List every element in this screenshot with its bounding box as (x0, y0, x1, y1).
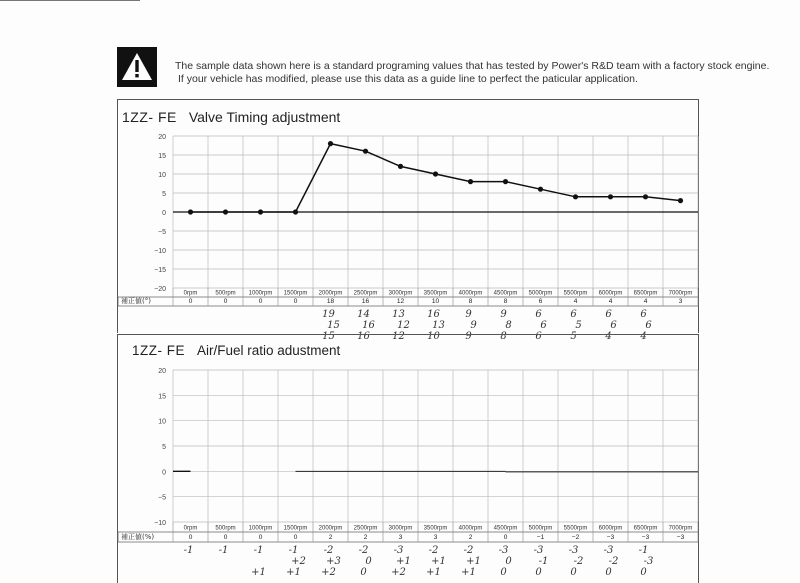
chart2-handwritten-note: -2 (358, 545, 369, 556)
chart2-handwritten-note: -2 (608, 556, 619, 567)
chart2-category-label: 5500rpm (563, 525, 588, 532)
chart1-handwritten-note: 16 (427, 309, 440, 320)
chart1-data-point (503, 179, 508, 184)
notice-text (175, 60, 769, 86)
valve-timing-panel (117, 99, 699, 342)
chart2-ytick-label: 0 (162, 469, 166, 477)
chart2-handwritten-note: -2 (323, 545, 334, 556)
chart1-handwritten-note: 6 (535, 309, 542, 320)
chart2-handwritten-note: +1 (396, 556, 411, 567)
chart1-handwritten-note: 16 (357, 331, 370, 342)
chart1-handwritten-note: 9 (500, 309, 507, 320)
chart2-ytick-label: 10 (158, 418, 166, 426)
chart2-category-label: 500rpm (215, 525, 236, 532)
chart2-value-label: 2 (468, 534, 473, 541)
chart1-category-label: 4500rpm (493, 290, 518, 297)
chart1-data-point (293, 209, 298, 214)
chart1-data-point (223, 209, 228, 214)
chart2-handwritten-note: 0 (365, 556, 372, 567)
chart1-category-label: 6500rpm (633, 290, 658, 297)
warning-icon (117, 47, 157, 87)
chart2-handwritten-note: 0 (360, 567, 367, 578)
chart1-ytick-label: 0 (162, 210, 166, 217)
chart1-handwritten-note: 6 (540, 320, 547, 331)
chart2-value-label: 0 (188, 534, 193, 541)
chart2-handwritten-note: -1 (218, 545, 229, 556)
chart2-handwritten-note: 0 (535, 567, 542, 578)
chart1-data-point (188, 209, 193, 214)
air-fuel-panel (117, 334, 699, 583)
chart1-data-point (573, 194, 578, 199)
chart2-handwritten-note: -1 (638, 545, 649, 556)
chart2-category-label: 4000rpm (458, 525, 483, 532)
chart1-value-label: 12 (396, 298, 405, 305)
chart2-value-label: 0 (258, 534, 263, 541)
chart2-value-label: −3 (641, 534, 650, 541)
chart2-value-label: 0 (223, 534, 228, 541)
chart1-category-label: 0rpm (183, 290, 198, 297)
chart2-category-label: 7000rpm (668, 525, 693, 532)
chart2-category-label: 3000rpm (388, 525, 413, 532)
chart1-handwritten-note: 8 (505, 320, 512, 331)
chart2-handwritten-note: -3 (533, 545, 544, 556)
chart2-value-label: 3 (433, 534, 438, 541)
chart1-category-label: 3000rpm (388, 290, 413, 297)
chart2-name: Air/Fuel ratio adustment (197, 343, 341, 358)
chart2-handwritten-note: -3 (568, 545, 579, 556)
chart2-handwritten-note: +1 (251, 567, 266, 578)
chart2-model: 1ZZ- FE (132, 343, 185, 358)
chart2-handwritten-note: -3 (393, 545, 404, 556)
chart1-value-label: 0 (188, 298, 193, 305)
chart1-handwritten-note: 5 (570, 331, 577, 342)
chart1-value-label: 3 (678, 298, 683, 305)
chart2-handwritten-note: -1 (183, 545, 194, 556)
chart1-value-label: 4 (643, 298, 648, 305)
chart2-category-label: 2000rpm (318, 525, 343, 532)
chart1-data-point (398, 164, 403, 169)
chart1-row-label: 補正値(°) (121, 297, 151, 305)
chart2-handwritten-note: -2 (463, 545, 474, 556)
chart1-value-label: 8 (468, 298, 473, 305)
chart1-ytick-label: −10 (154, 248, 166, 255)
chart2-category-label: 0rpm (183, 525, 198, 532)
chart2-value-label: −1 (536, 534, 545, 541)
chart1-data-point (433, 171, 438, 176)
chart1-category-label: 500rpm (215, 290, 236, 297)
chart1-data-point (608, 194, 613, 199)
chart1-handwritten-note: 8 (500, 331, 507, 342)
chart1-handwritten-note: 6 (645, 320, 652, 331)
chart1-value-label: 16 (361, 298, 370, 305)
chart2-value-label: 0 (503, 534, 508, 541)
chart1-handwritten-note: 9 (465, 331, 472, 342)
chart1-data-point (538, 187, 543, 192)
chart1-handwritten-note: 19 (322, 309, 335, 320)
chart2-ytick-label: 5 (162, 444, 166, 451)
chart2-category-label: 4500rpm (493, 525, 518, 532)
chart1-handwritten-note: 9 (465, 309, 472, 320)
chart2-handwritten-note: +1 (431, 556, 446, 567)
chart2-value-label: 0 (293, 534, 298, 541)
chart1-category-label: 5000rpm (528, 290, 553, 297)
chart1-ytick-label: 20 (158, 134, 166, 141)
chart2-value-label: −3 (606, 534, 615, 541)
chart2-category-label: 3500rpm (423, 525, 448, 532)
chart2-ytick-label: 15 (158, 393, 166, 401)
chart1-model: 1ZZ- FE (122, 109, 177, 125)
chart1-ytick-label: 5 (162, 191, 166, 198)
chart1-ytick-label: 10 (158, 172, 166, 179)
chart2-handwritten-note: 0 (605, 567, 612, 578)
chart1-category-label: 4000rpm (458, 290, 483, 297)
chart1-name: Valve Timing adjustment (188, 109, 341, 125)
chart2-value-label: 2 (363, 534, 368, 541)
air-fuel-chart (118, 335, 698, 583)
chart1-handwritten-note: 6 (570, 309, 577, 320)
chart1-category-label: 7000rpm (668, 290, 693, 297)
chart1-category-label: 2000rpm (318, 290, 343, 297)
chart1-value-label: 18 (326, 298, 335, 305)
chart2-category-label: 1000rpm (248, 525, 273, 532)
valve-timing-chart (118, 100, 698, 342)
chart1-handwritten-note: 4 (605, 331, 612, 342)
chart1-category-label: 5500rpm (563, 290, 588, 297)
chart1-handwritten-note: 15 (327, 320, 340, 331)
chart1-value-label: 8 (503, 298, 508, 305)
chart2-row-label: 補正値(%) (121, 533, 155, 541)
chart1-handwritten-note: 6 (640, 309, 647, 320)
chart2-category-label: 6500rpm (633, 525, 658, 532)
chart2-handwritten-note: -1 (253, 545, 264, 556)
chart1-handwritten-note: 13 (392, 309, 405, 320)
chart1-category-label: 2500rpm (353, 290, 378, 297)
chart1-ytick-label: −15 (154, 267, 166, 274)
chart1-value-label: 0 (223, 298, 228, 305)
chart1-value-label: 0 (293, 298, 298, 305)
chart1-data-point (328, 141, 333, 146)
chart2-handwritten-note: 0 (505, 556, 512, 567)
chart2-category-label: 1500rpm (283, 525, 308, 532)
chart1-category-label: 1500rpm (283, 290, 308, 297)
chart2-handwritten-note: -1 (538, 556, 549, 567)
chart2-handwritten-note: +1 (286, 567, 301, 578)
chart1-ytick-label: 15 (158, 153, 166, 160)
chart1-data-point (363, 149, 368, 154)
chart2-handwritten-note: 0 (570, 567, 577, 578)
chart2-value-label: 2 (328, 534, 333, 541)
chart2-handwritten-note: -3 (643, 556, 654, 567)
chart2-handwritten-note: +2 (391, 567, 406, 578)
notice-line-2: If your vehicle has modified, please use this data as a guide line to perfect the paticular application. (178, 73, 638, 85)
chart1-handwritten-note: 6 (535, 331, 542, 342)
chart1-category-label: 1000rpm (248, 290, 273, 297)
scan-edge-line (0, 0, 140, 1)
chart1-handwritten-note: 15 (322, 331, 335, 342)
chart1-category-label: 3500rpm (423, 290, 448, 297)
chart2-handwritten-note: -3 (498, 545, 509, 556)
chart2-handwritten-note: -2 (428, 545, 439, 556)
chart1-handwritten-note: 9 (470, 320, 477, 331)
chart1-handwritten-note: 12 (397, 320, 410, 331)
chart2-value-label: 3 (398, 534, 403, 541)
chart2-handwritten-note: -3 (603, 545, 614, 556)
chart2-ytick-label: −5 (158, 494, 166, 502)
chart2-handwritten-note: +1 (461, 567, 476, 578)
chart2-handwritten-note: -2 (573, 556, 584, 567)
chart2-category-label: 5000rpm (528, 525, 553, 532)
chart1-data-point (643, 194, 648, 199)
chart2-handwritten-note: +1 (426, 567, 441, 578)
chart1-handwritten-note: 5 (575, 320, 582, 331)
chart1-value-label: 0 (258, 298, 263, 305)
chart1-value-label: 10 (431, 298, 440, 305)
chart1-category-label: 6000rpm (598, 290, 623, 297)
chart1-handwritten-note: 6 (610, 320, 617, 331)
chart2-value-label: −2 (571, 534, 580, 541)
notice-line-1: The sample data shown here is a standard programing values that has tested by Power's R&D team with a factory stock engine. (175, 60, 770, 72)
chart2-handwritten-note: 0 (640, 567, 647, 578)
chart1-value-label: 4 (573, 298, 578, 305)
chart2-handwritten-note: +2 (291, 556, 306, 567)
chart1-series-line (191, 144, 681, 212)
chart1-data-point (678, 198, 683, 203)
chart1-handwritten-note: 14 (357, 309, 370, 320)
chart2-handwritten-note: 0 (500, 567, 507, 578)
chart2-ytick-label: 20 (158, 368, 166, 375)
chart1-ytick-label: −20 (154, 286, 166, 293)
chart2-handwritten-note: +1 (466, 556, 481, 567)
chart2-value-label: −3 (676, 534, 685, 541)
chart1-handwritten-note: 12 (392, 331, 405, 342)
chart1-data-point (468, 179, 473, 184)
chart1-handwritten-note: 13 (432, 320, 445, 331)
chart2-ytick-label: −10 (154, 520, 166, 527)
chart1-data-point (258, 209, 263, 214)
chart1-ytick-label: −5 (158, 229, 166, 236)
chart1-handwritten-note: 6 (605, 309, 612, 320)
chart2-category-label: 2500rpm (353, 525, 378, 532)
chart1-handwritten-note: 4 (640, 331, 647, 342)
chart2-handwritten-note: -1 (288, 545, 299, 556)
chart2-category-label: 6000rpm (598, 525, 623, 532)
chart1-handwritten-note: 16 (362, 320, 375, 331)
chart1-value-label: 4 (608, 298, 613, 305)
chart2-handwritten-note: +3 (326, 556, 341, 567)
chart1-value-label: 6 (538, 298, 543, 305)
chart2-handwritten-note: +2 (321, 567, 336, 578)
chart1-handwritten-note: 10 (427, 331, 440, 342)
